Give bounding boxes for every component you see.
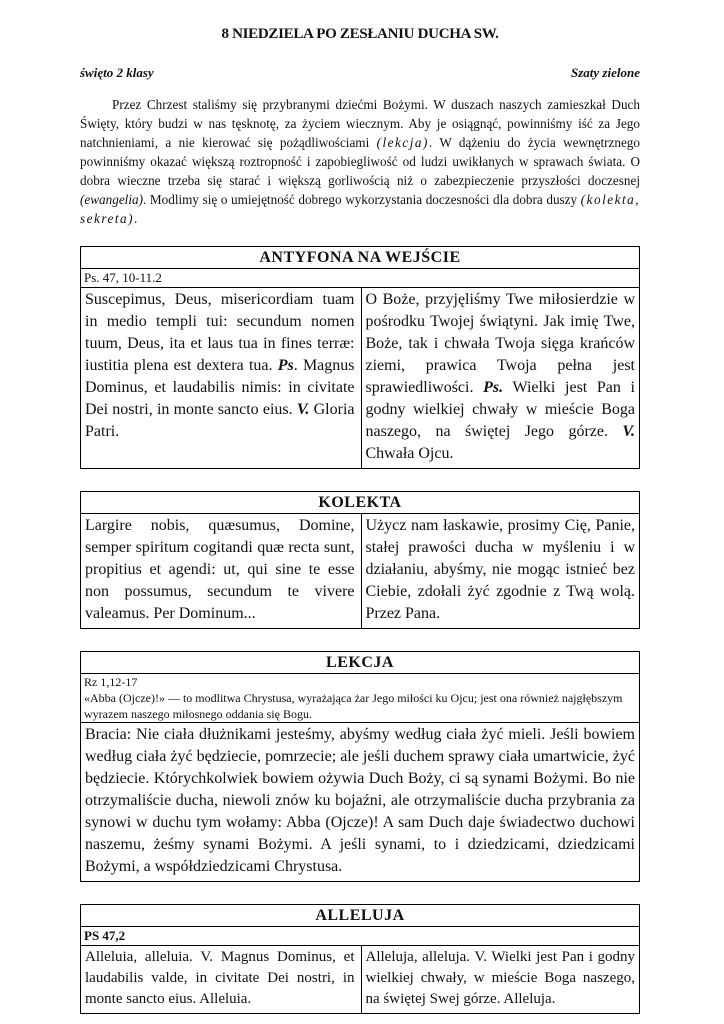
antyfona-latin-text-2: . Magnus Dominus, et laudabilis nimis: in civitate Dei nostri, in monte sancto eius. <box>85 357 355 418</box>
intro-text-1: Przez Chrzest staliśmy się przybranymi dziećmi Bożymi. W duszach naszych zamieszkał Duch Święty, który budzi w nas tęsknotę, za życiem wiecznym. Aby je osiągnąć, powinniśmy iść za Jego natchnieniami, a nie kierować się pożądliwościami <box>80 97 640 150</box>
kolekta-polish: Użycz nam łaskawie, prosimy Cię, Panie, stałej prawości ducha w myśleniu i w działaniu, abyśmy, nie mogąc istnieć bez Ciebie, zdołali żyć zgodnie z Twą wolą. Przez Pana. <box>365 517 635 622</box>
intro-text-2: . W dążeniu do życia wewnętrznego powinniśmy okazać większą roztropność i zapobiegliwość od ludzi uwikłanych w sprawach świata. O dobra wieczne trzeba się starać i większą gorliwością niż o zabezpieczenie przyszłości doczesnej <box>80 135 640 188</box>
lekcja-note: «Abba (Ojcze)!» — to modlitwa Chrystusa, wyrażająca żar Jego miłości ku Ojcu; jest ona również najgłębszym wyrazem naszego miłosnego oddania się Bogu. <box>81 690 639 723</box>
antyfona-heading: ANTYFONA NA WEJŚCIE <box>81 247 639 269</box>
antyfona-latin-text: Suscepimus, Deus, misericordiam tuam in medio templi tui: secundum nomen tuum, Deus, ita et laus tua in fines terræ: iustitia plena est dextera tua. <box>85 291 355 374</box>
intro-text-3: . Modlimy się o umiejętność dobrego wykorzystania doczesności dla dobra duszy <box>143 192 581 207</box>
intro-ref-kolekta: (kolekta, sekreta) <box>80 192 640 226</box>
antyfona-section <box>80 246 640 469</box>
alleluja-columns <box>81 946 639 1013</box>
lekcja-heading: LEKCJA <box>81 652 639 674</box>
kolekta-columns <box>81 514 639 628</box>
antyfona-polish-text-2: Wielki jest Pan i godny wielkiej chwały w mieście Boga naszego, na świętej Jego górze. <box>365 379 635 440</box>
vestments-color: Szaty zielone <box>571 65 640 80</box>
kolekta-latin: Largire nobis, quæsumus, Domine, semper spiritum cogitandi quæ recta sunt, propitius et agendi: ut, qui sine te esse non possumus, secundum te vivere valeamus. Per Dominum... <box>81 514 362 628</box>
subheader <box>80 65 640 81</box>
intro-ref-lekcja: (lekcja) <box>376 135 429 150</box>
alleluja-section <box>80 904 640 1014</box>
antyfona-polish-text-3: Chwała Ojcu. <box>365 445 454 462</box>
antyfona-reference: Ps. 47, 10-11.2 <box>81 269 639 288</box>
alleluja-heading: ALLELUJA <box>81 905 639 927</box>
lekcja-text: Bracia: Nie ciała dłużnikami jesteśmy, abyśmy według ciała żyć mieli. Jeśli bowiem według ciała żyć będziecie, pomrzecie; ale jeśli duchem sprawy ciała umartwicie, żyć będziecie. Którychkolwiek bowiem ożywia Duch Boży, ci są synami Bożymi. Bo nie otrzymaliście ducha, niewoli znów ku bojaźni, ale otrzymaliście ducha przybrania za synowi w duchu tym wołamy: Abba (Ojcze)! A sam Duch daje świadectwo duchowi naszemu, żeśmy synami Bożymi. A jeśli synami, to i dziedzicami, dziedzicami Bożymi, a współdziedzicami Chrystusa. <box>85 726 635 875</box>
liturgy-page <box>80 26 640 1014</box>
intro-paragraph <box>80 95 640 228</box>
antyfona-polish <box>362 288 640 468</box>
page-title: 8 NIEDZIELA PO ZESŁANIU DUCHA SW. <box>221 26 499 42</box>
alleluja-polish: Alleluja, alleluja. V. Wielki jest Pan i godny wielkiej chwały, w mieście Boga naszego, na świętej Swej górze. Alleluja. <box>365 949 635 1007</box>
lekcja-section <box>80 651 640 882</box>
intro-ref-ewangelia: (ewangelia) <box>80 192 143 207</box>
alleluja-reference: PS 47,2 <box>81 927 639 946</box>
intro-text-4: . <box>133 211 138 226</box>
antyfona-polish-text: O Boże, przyjęliśmy Twe miłosierdzie w pośrodku Twojej świątyni. Jak imię Twe, Boże, tak i chwała Twoja sięga krańców ziemi, prawica Twoja pełna jest sprawiedliwości. <box>365 291 635 396</box>
kolekta-heading: KOLEKTA <box>81 492 639 514</box>
antyfona-latin-v: V. <box>296 401 310 418</box>
antyfona-columns <box>81 288 639 468</box>
lekcja-reference: Rz 1,12-17 <box>84 675 138 689</box>
antyfona-latin <box>81 288 362 468</box>
kolekta-section <box>80 491 640 629</box>
antyfona-polish-v: V. <box>622 423 635 440</box>
alleluja-latin: Alleluia, alleluia. V. Magnus Dominus, et laudabilis valde, in civitate Dei nostri, in monte sancto eius. Alleluia. <box>81 946 362 1013</box>
feast-class: święto 2 klasy <box>80 65 154 80</box>
antyfona-latin-text-3: Gloria Patri. <box>85 401 355 440</box>
antyfona-latin-ps: Ps <box>277 357 294 374</box>
antyfona-polish-ps: Ps. <box>483 379 504 396</box>
